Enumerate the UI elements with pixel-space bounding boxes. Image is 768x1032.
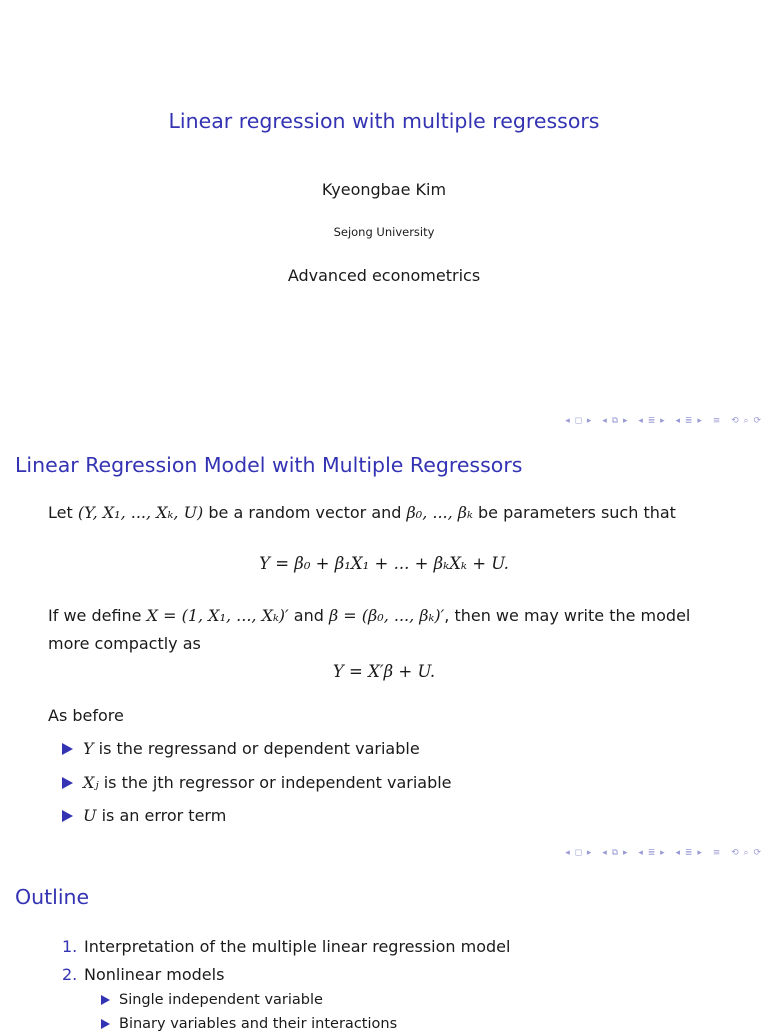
nav-toc-icon[interactable]: ≡ bbox=[712, 416, 722, 426]
define-sentence: If we define X = (1, X₁, ..., Xₖ)′ and β = (β₀, ..., βₖ)′, then we may write the model bbox=[48, 606, 691, 625]
compact-equation: Y = X′β + U. bbox=[332, 662, 436, 681]
nav-subsection-icon[interactable]: ◂ ⧉ ▸ bbox=[602, 848, 629, 858]
outline-title: Outline bbox=[15, 885, 90, 909]
nav-section-icon[interactable]: ◂ ≣ ▸ bbox=[638, 416, 666, 426]
presentation-title: Linear regression with multiple regressors bbox=[168, 109, 600, 133]
nav-toc-icon[interactable]: ≡ bbox=[712, 848, 722, 858]
bullet-triangle-icon bbox=[101, 995, 110, 1005]
nav-section2-icon[interactable]: ◂ ≣ ▸ bbox=[675, 848, 703, 858]
author-name: Kyeongbae Kim bbox=[321, 180, 447, 199]
nav-section-icon[interactable]: ◂ ≣ ▸ bbox=[638, 848, 666, 858]
frame-title: Linear Regression Model with Multiple Regressors bbox=[15, 453, 523, 477]
model-equation: Y = β₀ + β₁X₁ + ... + βₖXₖ + U. bbox=[259, 554, 509, 573]
nav-frame-icon[interactable]: ◂ ◻ ▸ bbox=[565, 848, 593, 858]
outline-item-2: 2. Nonlinear models bbox=[62, 965, 225, 984]
nav-search-icon[interactable]: ⟲ ⌕ ⟳ bbox=[731, 416, 762, 426]
nav-search-icon[interactable]: ⟲ ⌕ ⟳ bbox=[731, 848, 762, 858]
nav-section2-icon[interactable]: ◂ ≣ ▸ bbox=[675, 416, 703, 426]
bullet-error-term: U is an error term bbox=[62, 806, 226, 825]
beta-definition: β = (β₀, ..., βₖ)′ bbox=[328, 606, 445, 625]
outline-item-1: 1. Interpretation of the multiple linear regression model bbox=[62, 937, 511, 956]
nav-subsection-icon[interactable]: ◂ ⧉ ▸ bbox=[602, 416, 629, 426]
define-sentence-line2: more compactly as bbox=[48, 634, 201, 653]
bullet-regressor: Xⱼ is the jth regressor or independent variable bbox=[62, 773, 452, 792]
course-name: Advanced econometrics bbox=[287, 266, 481, 285]
x-definition: X = (1, X₁, ..., Xₖ)′ bbox=[146, 606, 289, 625]
bullet-dependent-variable: Y is the regressand or dependent variable bbox=[62, 739, 420, 758]
nav-frame-icon[interactable]: ◂ ◻ ▸ bbox=[565, 416, 593, 426]
outline-subitem-2: Binary variables and their interactions bbox=[101, 1016, 397, 1032]
bullet-triangle-icon bbox=[101, 1019, 110, 1029]
intro-sentence: Let (Y, X₁, ..., Xₖ, U) be a random vector and β₀, ..., βₖ be parameters such that bbox=[48, 503, 676, 522]
as-before-label: As before bbox=[48, 706, 124, 725]
random-vector: (Y, X₁, ..., Xₖ, U) bbox=[77, 503, 204, 522]
institute-name: Sejong University bbox=[333, 225, 435, 239]
parameter-list: β₀, ..., βₖ bbox=[406, 503, 473, 522]
outline-subitem-1: Single independent variable bbox=[101, 992, 323, 1008]
